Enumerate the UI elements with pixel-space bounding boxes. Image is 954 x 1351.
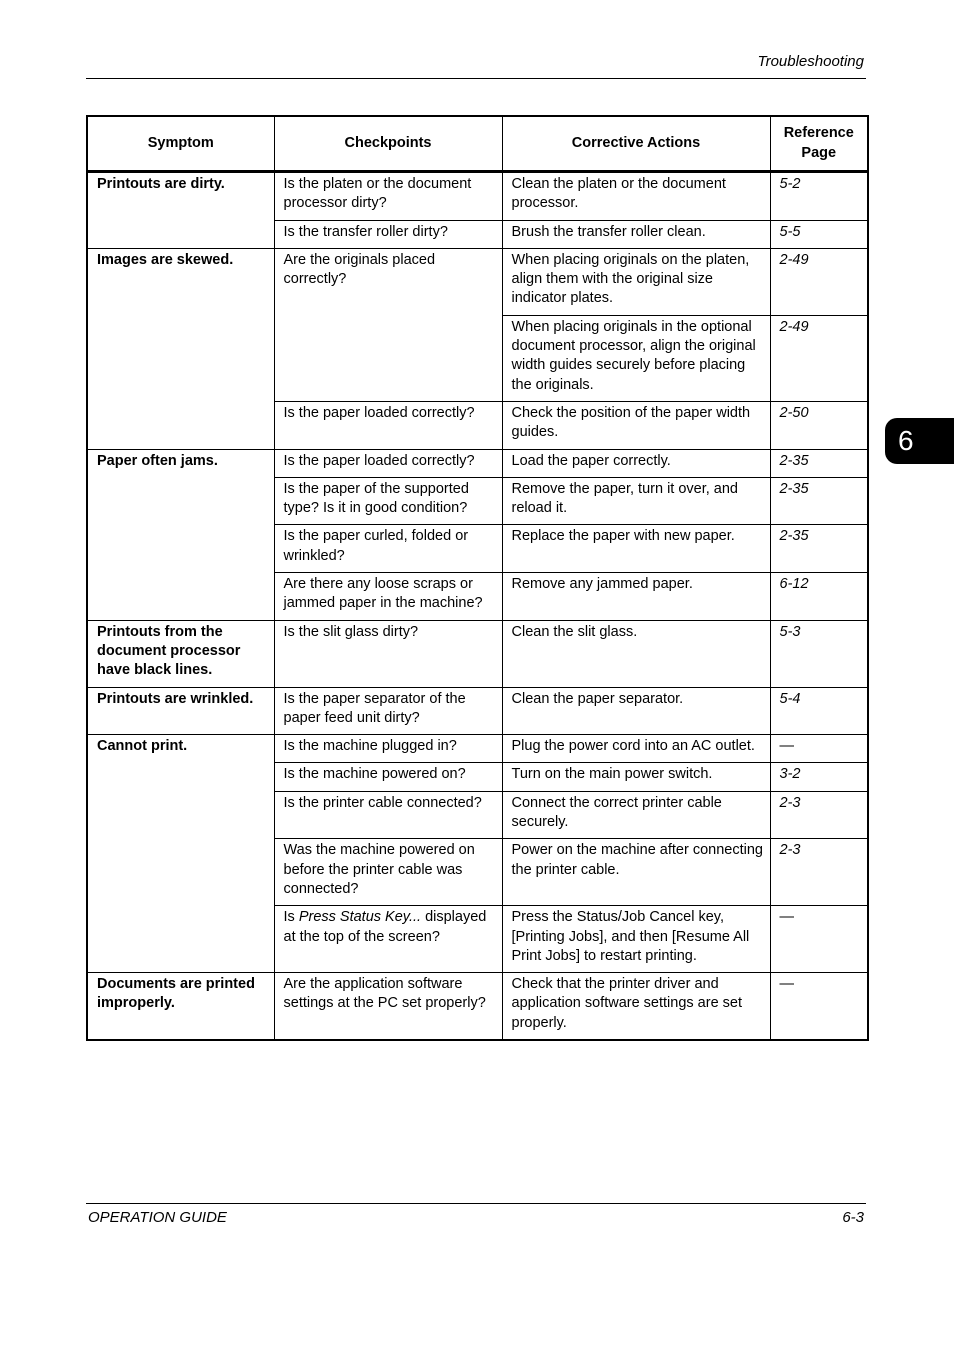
checkpoint-cell: Is the paper loaded correctly?	[274, 449, 502, 477]
checkpoint-cell: Is the paper of the supported type? Is it in good condition?	[274, 477, 502, 525]
reference-cell: 2-35	[770, 477, 868, 525]
checkpoint-message-text: Press Status Key...	[298, 909, 422, 926]
action-cell: Brush the transfer roller clean.	[502, 220, 770, 248]
table-row	[87, 687, 868, 735]
action-cell: Remove the paper, turn it over, and reload it.	[502, 477, 770, 525]
symptom-cell: Printouts are dirty.	[87, 172, 274, 249]
reference-cell: —	[770, 735, 868, 763]
checkpoint-cell: Is the slit glass dirty?	[274, 620, 502, 687]
reference-cell: 2-35	[770, 449, 868, 477]
checkpoint-cell: Are the application software settings at the PC set properly?	[274, 973, 502, 1040]
chapter-tab	[885, 418, 954, 464]
reference-cell: 5-4	[770, 687, 868, 735]
checkpoint-cell: Are there any loose scraps or jammed paper in the machine?	[274, 573, 502, 621]
symptom-cell: Printouts from the document processor have black lines.	[87, 620, 274, 687]
checkpoint-text: Is	[283, 909, 299, 926]
checkpoint-cell: Is the printer cable connected?	[274, 791, 502, 839]
reference-cell: 2-3	[770, 791, 868, 839]
action-cell: Press the Status/Job Cancel key, [Printing Jobs], and then [Resume All Print Jobs] to restart printing.	[502, 906, 770, 973]
checkpoint-cell: Is the machine powered on?	[274, 763, 502, 791]
reference-cell: 6-12	[770, 573, 868, 621]
table-row	[87, 248, 868, 315]
action-cell: Remove any jammed paper.	[502, 573, 770, 621]
action-cell: Replace the paper with new paper.	[502, 525, 770, 573]
footer-guide-title: OPERATION GUIDE	[88, 1209, 227, 1226]
checkpoint-cell: Is the transfer roller dirty?	[274, 220, 502, 248]
header-reference-page: Reference Page	[770, 116, 868, 172]
action-cell: Clean the slit glass.	[502, 620, 770, 687]
action-cell: Clean the paper separator.	[502, 687, 770, 735]
table-row	[87, 735, 868, 763]
symptom-cell: Printouts are wrinkled.	[87, 687, 274, 735]
header-corrective-actions: Corrective Actions	[502, 116, 770, 172]
table-row	[87, 172, 868, 221]
footer-divider	[86, 1203, 866, 1204]
checkpoint-cell: Was the machine powered on before the printer cable was connected?	[274, 839, 502, 906]
symptom-cell: Documents are printed improperly.	[87, 973, 274, 1040]
checkpoint-cell: Are the originals placed correctly?	[274, 248, 502, 401]
reference-cell: 2-3	[770, 839, 868, 906]
checkpoint-cell: Is the paper curled, folded or wrinkled?	[274, 525, 502, 573]
troubleshooting-table	[86, 115, 869, 1041]
action-cell: When placing originals on the platen, align them with the original size indicator plates.	[502, 248, 770, 315]
action-cell: Clean the platen or the document processor.	[502, 172, 770, 221]
reference-cell: —	[770, 973, 868, 1040]
header-checkpoints: Checkpoints	[274, 116, 502, 172]
table-row	[87, 620, 868, 687]
reference-cell: 5-2	[770, 172, 868, 221]
section-title: Troubleshooting	[757, 53, 864, 70]
reference-cell: 2-35	[770, 525, 868, 573]
header-symptom: Symptom	[87, 116, 274, 172]
reference-cell: 2-49	[770, 248, 868, 315]
action-cell: Load the paper correctly.	[502, 449, 770, 477]
checkpoint-text: displayed at the top of the screen?	[283, 909, 487, 945]
action-cell: Connect the correct printer cable securely.	[502, 791, 770, 839]
checkpoint-cell: Is the machine plugged in?	[274, 735, 502, 763]
action-cell: Turn on the main power switch.	[502, 763, 770, 791]
checkpoint-cell: Is the paper separator of the paper feed unit dirty?	[274, 687, 502, 735]
reference-cell: 2-50	[770, 401, 868, 449]
action-cell: Check that the printer driver and application software settings are set properly.	[502, 973, 770, 1040]
symptom-cell: Images are skewed.	[87, 248, 274, 449]
table-row	[87, 449, 868, 477]
checkpoint-cell: Is the platen or the document processor dirty?	[274, 172, 502, 221]
reference-cell: —	[770, 906, 868, 973]
action-cell: Check the position of the paper width guides.	[502, 401, 770, 449]
chapter-number: 6	[898, 425, 914, 456]
checkpoint-cell: Is the paper loaded correctly?	[274, 401, 502, 449]
symptom-cell: Paper often jams.	[87, 449, 274, 620]
header-divider	[86, 78, 866, 79]
checkpoint-cell	[274, 906, 502, 973]
action-cell: When placing originals in the optional document processor, align the original width guides securely before placing the originals.	[502, 315, 770, 401]
action-cell: Power on the machine after connecting the printer cable.	[502, 839, 770, 906]
footer-page-number: 6-3	[842, 1209, 864, 1226]
reference-cell: 2-49	[770, 315, 868, 401]
reference-cell: 5-5	[770, 220, 868, 248]
reference-cell: 3-2	[770, 763, 868, 791]
table-row	[87, 973, 868, 1040]
symptom-cell: Cannot print.	[87, 735, 274, 973]
table-header-row	[87, 116, 868, 172]
reference-cell: 5-3	[770, 620, 868, 687]
action-cell: Plug the power cord into an AC outlet.	[502, 735, 770, 763]
